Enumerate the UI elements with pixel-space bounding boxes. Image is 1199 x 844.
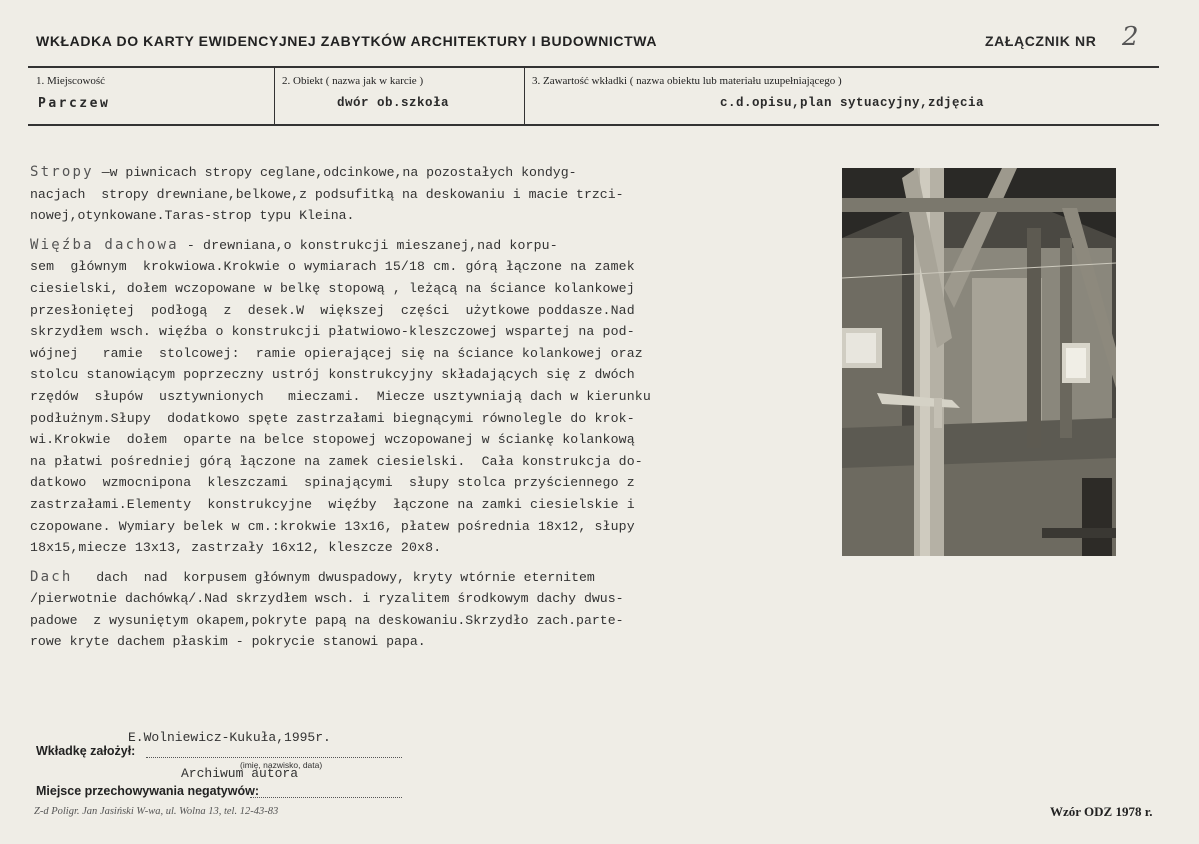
content-cell	[524, 68, 1159, 124]
printer-imprint: Z-d Poligr. Jan Jasiński W-wa, ul. Wolna 13, tel. 12-43-83	[34, 806, 279, 817]
text-line: padowe z wysuniętym okapem,pokryte papą na deskowaniu.Skrzydło zach.parte-	[30, 612, 624, 628]
text-line: stolcu stanowiącym poprzeczny ustrój konstrukcyjny składających się z dwóch	[30, 367, 635, 383]
section-dach	[30, 567, 820, 653]
text-line: na płatwi pośredniej górą łączone na zamek ciesielski. Cała konstrukcja do-	[30, 453, 643, 469]
text-line: /pierwotnie dachówką/.Nad skrzydłem wsch. i ryzalitem środkowym dachy dwus-	[30, 591, 624, 607]
storage-value: Archiwum autora	[181, 766, 299, 781]
content-value: c.d.opisu,plan sytuacyjny,zdjęcia	[720, 96, 985, 110]
object-cell	[274, 68, 525, 124]
text-line: przesłoniętej podłogą z desek.W większej części użytkowe poddasze.Nad	[30, 302, 635, 318]
section-heading-dach: Dach	[30, 568, 73, 585]
text-line: datkowo wzmocnipona kleszczami spinającymi słupy stolca przyściennego z	[30, 475, 635, 491]
text-line: zastrzałami.Elementy konstrukcyjne więźby łączone na zamki ciesielskie i	[30, 496, 635, 512]
author-label: Wkładkę założył:	[36, 744, 136, 758]
attic-roof-truss-photo	[842, 168, 1116, 556]
section-wiezba	[30, 235, 820, 559]
form-version: Wzór ODZ 1978 r.	[1050, 804, 1153, 819]
description-text	[30, 162, 820, 661]
text-line: nowej,otynkowane.Taras-strop typu Kleina.	[30, 208, 355, 224]
text-line: skrzydłem wsch. więźba o konstrukcji płatwiowo-kleszczowej wspartej na pod-	[30, 324, 635, 340]
author-dotted-line	[146, 757, 402, 758]
text-line: rowe kryte dachem płaskim - pokrycie stanowi papa.	[30, 634, 426, 650]
text-line: rzędów słupów usztywnionych mieczami. Miecze usztywniają dach w kierunku	[30, 388, 651, 404]
form-title: WKŁADKA DO KARTY EWIDENCYJNEJ ZABYTKÓW ARCHITEKTURY I BUDOWNICTWA	[36, 33, 658, 49]
section-heading-wiezba: Więźba dachowa	[30, 236, 179, 253]
text-line: nacjach stropy drewniane,belkowe,z podsufitką na deskowaniu i macie trzci-	[30, 186, 624, 202]
text-line: 18x15,miecze 13x13, zastrzały 16x12, kleszcze 20x8.	[30, 540, 442, 556]
negatives-dotted-line	[250, 797, 402, 798]
header-fields-table	[28, 66, 1159, 126]
locality-label: 1. Miejscowość	[36, 75, 106, 87]
object-label: 2. Obiekt ( nazwa jak w karcie )	[282, 75, 424, 87]
object-value: dwór ob.szkoła	[337, 96, 450, 110]
text-line: dach nad korpusem głównym dwuspadowy, kryty wtórnie eternitem	[72, 569, 595, 585]
author-note: (imię, nazwisko, data)	[240, 760, 323, 770]
text-line: —w piwnicach stropy ceglane,odcinkowe,na pozostałych kondyg-	[93, 165, 577, 180]
section-heading-stropy: Stropy	[30, 164, 94, 180]
text-line: podłużnym.Słupy dodatkowo spęte zastrzałami biegnącymi równolegle do krok-	[30, 410, 635, 426]
author-value: E.Wolniewicz-Kukuła,1995r.	[128, 730, 331, 745]
text-line: wi.Krokwie dołem oparte na belce stopowej wczopowanej w ściankę kolankową	[30, 432, 635, 448]
text-line: sem głównym krokwiowa.Krokwie o wymiarach 15/18 cm. górą łączone na zamek	[30, 259, 635, 275]
text-line: - drewniana,o konstrukcji mieszanej,nad korpu-	[178, 237, 558, 253]
annex-label: ZAŁĄCZNIK NR	[985, 33, 1097, 49]
locality-value: Parczew	[38, 96, 111, 111]
locality-cell	[28, 68, 275, 124]
text-line: ciesielski, dołem wczopowane w belkę stopową , leżącą na ściance kolankowej	[30, 280, 635, 296]
text-line: czopowane. Wymiary belek w cm.:krokwie 13x16, płatew pośrednia 18x12, słupy	[30, 518, 635, 534]
negatives-label: Miejsce przechowywania negatywów:	[36, 784, 259, 798]
annex-number: 2	[1122, 22, 1139, 52]
section-stropy	[30, 162, 820, 227]
text-line: wójnej ramie stolcowej: ramie opierającej się na ściance kolankowej oraz	[30, 345, 643, 361]
content-label: 3. Zawartość wkładki ( nazwa obiektu lub materiału uzupełniającego )	[532, 75, 842, 87]
